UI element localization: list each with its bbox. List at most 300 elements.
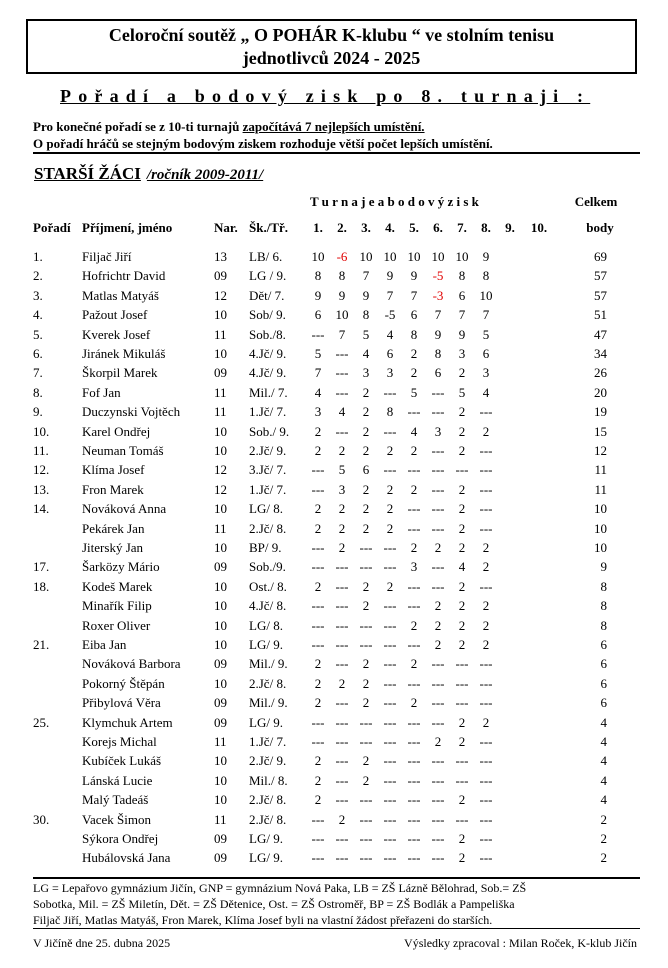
- row-name: Sýkora Ondřej: [82, 831, 159, 846]
- row-score: 2: [458, 831, 466, 846]
- row-score: ---: [431, 481, 445, 497]
- subtitle: Pořadí a bodový zisk po 8. turnaji :: [60, 86, 591, 106]
- row-name: Nováková Barbora: [82, 656, 181, 672]
- row-year: 10: [214, 578, 227, 594]
- divider-bottom: [33, 877, 640, 879]
- row-score: ---: [311, 734, 325, 749]
- row-name: Klíma Josef: [82, 462, 145, 478]
- row-score: ---: [431, 501, 445, 517]
- row-year: 11: [214, 811, 227, 827]
- row-score: 2: [362, 481, 370, 497]
- row-score: ---: [335, 559, 349, 575]
- row-score: ---: [455, 772, 469, 788]
- row-score: 3: [458, 346, 466, 361]
- row-school: Sob/ 9.: [249, 307, 286, 323]
- row-year: 10: [214, 792, 227, 808]
- row-score: -5: [432, 268, 444, 284]
- row-score: 2: [410, 481, 418, 497]
- row-score: 2: [458, 850, 466, 866]
- tournament-number-3: 3.: [361, 220, 371, 235]
- row-score: ---: [431, 384, 445, 400]
- row-year: 11: [214, 520, 227, 536]
- row-score: 8: [434, 346, 442, 361]
- row-score: ---: [455, 753, 469, 769]
- row-score: 2: [458, 404, 466, 420]
- row-score: 7: [434, 307, 442, 323]
- row-school: 1.Jč/ 7.: [249, 734, 287, 749]
- row-year: 10: [214, 423, 227, 439]
- row-score: 2: [314, 520, 322, 536]
- row-score: 2: [362, 578, 370, 594]
- row-total: 6: [600, 675, 607, 691]
- row-score: ---: [383, 734, 397, 749]
- row-score: 6: [410, 307, 418, 323]
- row-name: Fof Jan: [82, 384, 121, 400]
- row-total: 4: [600, 772, 607, 788]
- row-score: 3: [410, 559, 418, 575]
- row-score: ---: [431, 792, 445, 808]
- tournament-number-7: 7.: [457, 220, 467, 235]
- row-score: ---: [431, 772, 445, 788]
- row-score: 2: [314, 578, 322, 594]
- row-score: ---: [431, 462, 445, 478]
- title-box: [26, 19, 637, 74]
- school-header: Šk./Tř.: [249, 220, 289, 235]
- row-score: ---: [431, 675, 445, 691]
- row-score: ---: [407, 811, 421, 827]
- row-name: Minařík Filip: [82, 598, 152, 614]
- tournaments-header: T u r n a j e a b o d o v ý z i s k: [310, 194, 479, 209]
- row-score: ---: [455, 695, 469, 711]
- row-school: 2.Jč/ 8.: [249, 520, 287, 536]
- tournament-number-4: 4.: [385, 220, 395, 235]
- row-score: ---: [383, 772, 397, 788]
- row-total: 2: [600, 850, 607, 866]
- row-score: ---: [479, 481, 493, 497]
- row-score: 2: [314, 753, 322, 769]
- row-score: 10: [455, 249, 469, 264]
- row-year: 09: [214, 695, 227, 711]
- row-name: Lánská Lucie: [82, 772, 153, 788]
- row-score: 3: [386, 365, 394, 381]
- row-total: 2: [600, 811, 607, 827]
- row-total: 19: [594, 404, 607, 420]
- row-score: ---: [407, 792, 421, 808]
- row-score: 5: [458, 384, 466, 400]
- row-school: Ost./ 8.: [249, 578, 287, 594]
- row-year: 09: [214, 714, 227, 730]
- row-score: ---: [431, 443, 445, 458]
- row-score: ---: [407, 831, 421, 846]
- row-score: 10: [407, 249, 421, 264]
- row-rank: 10.: [33, 423, 50, 439]
- row-score: ---: [335, 637, 349, 652]
- row-score: ---: [335, 384, 349, 400]
- row-year: 10: [214, 598, 227, 614]
- row-score: ---: [407, 404, 421, 420]
- row-total: 8: [600, 578, 607, 594]
- row-score: ---: [311, 831, 325, 846]
- row-score: 2: [314, 656, 322, 672]
- row-score: 3: [434, 423, 442, 439]
- row-score: 9: [458, 326, 466, 342]
- row-name: Filjač Jiří: [82, 249, 132, 264]
- row-score: 4: [458, 559, 466, 575]
- row-score: 2: [458, 734, 466, 749]
- row-name: Kodeš Marek: [82, 578, 153, 594]
- row-name: Matlas Matyáš: [82, 287, 159, 303]
- row-score: 2: [458, 443, 466, 458]
- row-year: 09: [214, 656, 227, 672]
- row-score: ---: [383, 675, 397, 691]
- row-score: ---: [335, 695, 349, 711]
- row-score: ---: [479, 792, 493, 808]
- row-name: Fron Marek: [82, 481, 144, 497]
- row-score: 10: [383, 249, 397, 264]
- row-score: 7: [458, 307, 466, 323]
- row-score: ---: [383, 559, 397, 575]
- row-total: 6: [600, 656, 607, 672]
- row-school: LB/ 6.: [249, 249, 283, 264]
- row-name: Duczynski Vojtěch: [82, 404, 181, 420]
- legend-line-3: Filjač Jiří, Matlas Matyáš, Fron Marek, Klíma Josef byli na vlastní žádost přeřazeni do starších.: [33, 913, 493, 927]
- row-school: 2.Jč/ 8.: [249, 792, 287, 808]
- row-score: 2: [458, 423, 466, 439]
- row-score: ---: [431, 695, 445, 711]
- row-score: 5: [362, 326, 370, 342]
- row-year: 12: [214, 462, 227, 478]
- row-name: Nováková Anna: [82, 501, 167, 517]
- row-score: ---: [359, 831, 373, 846]
- row-year: 10: [214, 501, 227, 517]
- row-score: ---: [431, 559, 445, 575]
- row-score: 2: [458, 598, 466, 614]
- row-total: 4: [600, 734, 607, 749]
- row-score: 2: [362, 772, 370, 788]
- row-score: ---: [479, 831, 493, 846]
- row-year: 11: [214, 734, 227, 749]
- row-score: 2: [362, 501, 370, 517]
- row-name: Pažout Josef: [82, 307, 148, 323]
- row-year: 10: [214, 753, 227, 769]
- row-score: ---: [335, 714, 349, 730]
- row-score: ---: [335, 617, 349, 633]
- row-total: 11: [594, 462, 607, 478]
- row-score: 2: [386, 501, 394, 517]
- row-score: ---: [311, 598, 325, 614]
- row-score: 2: [362, 520, 370, 536]
- row-score: ---: [335, 831, 349, 846]
- row-score: ---: [383, 462, 397, 478]
- row-score: 2: [362, 675, 370, 691]
- row-total: 26: [594, 365, 607, 381]
- row-score: ---: [383, 384, 397, 400]
- row-score: 8: [458, 268, 466, 284]
- row-total: 10: [594, 540, 607, 555]
- row-year: 09: [214, 268, 227, 284]
- row-score: 9: [386, 268, 394, 284]
- row-school: LG/ 8.: [249, 501, 283, 517]
- row-score: 4: [362, 346, 370, 361]
- row-score: ---: [335, 656, 349, 672]
- row-score: ---: [383, 540, 397, 555]
- rule1-emphasis: započítává 7 nejlepších umístění.: [242, 119, 425, 134]
- tournament-number-10: 10.: [530, 220, 548, 235]
- row-rank: 17.: [33, 559, 50, 575]
- row-score: 8: [410, 326, 418, 342]
- row-score: 8: [482, 268, 490, 284]
- row-score: ---: [335, 850, 349, 866]
- row-score: ---: [407, 772, 421, 788]
- row-rank: 21.: [33, 637, 50, 652]
- rules-text: [33, 118, 493, 152]
- row-year: 10: [214, 346, 227, 361]
- row-score: 3: [362, 365, 370, 381]
- footer-author: Výsledky zpracoval : Milan Roček, K-klub Jičín: [404, 936, 637, 950]
- row-score: ---: [431, 850, 445, 866]
- row-score: 2: [482, 637, 490, 652]
- row-name: Hofrichtr David: [82, 268, 166, 284]
- row-score: ---: [479, 520, 493, 536]
- row-name: Škorpil Marek: [82, 365, 158, 381]
- row-score: 5: [338, 462, 346, 478]
- row-score: ---: [359, 734, 373, 749]
- row-score: 3: [338, 481, 346, 497]
- row-total: 12: [594, 443, 607, 458]
- row-score: ---: [407, 734, 421, 749]
- row-score: 6: [314, 307, 322, 323]
- row-score: ---: [311, 637, 325, 652]
- row-score: ---: [407, 637, 421, 652]
- row-rank: 9.: [33, 404, 43, 420]
- row-total: 9: [600, 559, 607, 575]
- row-school: Sob./ 9.: [249, 423, 290, 439]
- category-heading: [34, 164, 263, 184]
- row-rank: 14.: [33, 501, 50, 517]
- row-score: 7: [410, 287, 418, 303]
- row-score: 2: [362, 656, 370, 672]
- row-score: 4: [386, 326, 394, 342]
- row-score: ---: [479, 656, 493, 672]
- row-score: ---: [383, 598, 397, 614]
- row-total: 57: [594, 268, 607, 284]
- row-school: LG/ 9.: [249, 637, 283, 652]
- row-score: 2: [338, 811, 346, 827]
- row-score: 4: [314, 384, 322, 400]
- row-year: 11: [214, 384, 227, 400]
- row-school: 2.Jč/ 9.: [249, 753, 287, 769]
- row-score: ---: [311, 462, 325, 478]
- row-score: 2: [410, 540, 418, 555]
- row-year: 10: [214, 772, 227, 788]
- row-total: 8: [600, 598, 607, 614]
- row-score: 2: [338, 520, 346, 536]
- title-line-2: jednotlivců 2024 - 2025: [242, 48, 421, 68]
- row-score: 2: [314, 695, 322, 711]
- rank-header: Pořadí: [33, 220, 71, 235]
- row-year: 09: [214, 850, 227, 866]
- row-score: 2: [458, 540, 466, 555]
- row-score: ---: [479, 734, 493, 749]
- row-score: 6: [458, 287, 466, 303]
- row-score: 2: [410, 695, 418, 711]
- row-score: 2: [458, 637, 466, 652]
- row-score: 8: [362, 307, 370, 323]
- category-name: STARŠÍ ŽÁCI: [34, 164, 141, 183]
- title-line-1: Celoroční soutěž „ O POHÁR K-klubu “ ve stolním tenisu: [108, 25, 555, 45]
- row-school: Sob./9.: [249, 559, 286, 575]
- row-score: 2: [362, 598, 370, 614]
- row-rank: 4.: [33, 307, 43, 323]
- row-name: Korejs Michal: [82, 734, 157, 749]
- row-year: 10: [214, 540, 227, 555]
- row-score: ---: [479, 404, 493, 420]
- row-score: ---: [383, 637, 397, 652]
- row-score: 2: [410, 443, 418, 458]
- row-score: 2: [338, 675, 346, 691]
- row-score: 8: [338, 268, 346, 284]
- row-score: 10: [431, 249, 445, 264]
- row-score: ---: [407, 520, 421, 536]
- row-year: 12: [214, 287, 227, 303]
- row-score: 2: [314, 501, 322, 517]
- row-score: ---: [359, 540, 373, 555]
- row-score: ---: [455, 656, 469, 672]
- row-score: ---: [407, 462, 421, 478]
- row-score: ---: [431, 811, 445, 827]
- row-score: 2: [458, 617, 466, 633]
- row-rank: 6.: [33, 346, 43, 361]
- row-score: 2: [482, 598, 490, 614]
- row-score: ---: [311, 481, 325, 497]
- row-score: 2: [314, 675, 322, 691]
- row-score: ---: [335, 734, 349, 749]
- row-score: 2: [314, 443, 322, 458]
- row-total: 11: [594, 481, 607, 497]
- row-score: ---: [335, 772, 349, 788]
- row-score: 9: [482, 249, 490, 264]
- row-score: 10: [311, 249, 325, 264]
- row-score: 7: [338, 326, 346, 342]
- row-score: ---: [311, 326, 325, 342]
- row-rank: 30.: [33, 811, 50, 827]
- row-score: ---: [335, 365, 349, 381]
- row-year: 11: [214, 404, 227, 420]
- row-score: ---: [359, 850, 373, 866]
- row-score: 2: [482, 617, 490, 633]
- row-school: Mil./ 9.: [249, 695, 288, 711]
- row-score: ---: [311, 617, 325, 633]
- row-name: Přibylová Věra: [82, 695, 161, 711]
- row-year: 10: [214, 675, 227, 691]
- row-score: 4: [410, 423, 418, 439]
- row-total: 34: [594, 346, 607, 361]
- row-score: 4: [482, 384, 490, 400]
- row-total: 15: [594, 423, 607, 439]
- row-name: Pokorný Štěpán: [82, 675, 165, 691]
- row-score: 2: [338, 540, 346, 555]
- row-score: ---: [407, 850, 421, 866]
- row-name: Karel Ondřej: [82, 423, 151, 439]
- row-school: 3.Jč/ 7.: [249, 462, 287, 478]
- row-score: ---: [479, 443, 493, 458]
- row-rank: 25.: [33, 714, 50, 730]
- tournament-number-8: 8.: [481, 220, 491, 235]
- row-name: Klymchuk Artem: [82, 714, 173, 730]
- row-name: Vacek Šimon: [82, 811, 151, 827]
- row-year: 10: [214, 617, 227, 633]
- row-school: 2.Jč/ 9.: [249, 443, 287, 458]
- row-score: ---: [359, 811, 373, 827]
- row-rank: 11.: [33, 443, 49, 458]
- row-score: ---: [407, 501, 421, 517]
- row-total: 69: [594, 249, 607, 264]
- row-score: 7: [482, 307, 490, 323]
- row-score: -5: [384, 307, 396, 323]
- row-score: 2: [458, 481, 466, 497]
- divider-footer: [33, 928, 640, 929]
- row-score: ---: [383, 695, 397, 711]
- row-score: ---: [335, 423, 349, 439]
- row-score: ---: [383, 753, 397, 769]
- row-score: 2: [458, 714, 466, 730]
- row-score: 2: [410, 656, 418, 672]
- row-total: 6: [600, 637, 607, 652]
- row-score: 8: [386, 404, 394, 420]
- row-score: ---: [479, 462, 493, 478]
- row-score: ---: [311, 714, 325, 730]
- row-score: ---: [383, 656, 397, 672]
- row-rank: 3.: [33, 287, 43, 303]
- row-score: 2: [362, 423, 370, 439]
- row-total: 4: [600, 792, 607, 808]
- category-years: /ročník 2009-2011/: [146, 167, 264, 183]
- row-school: Sob./8.: [249, 326, 286, 342]
- row-score: ---: [431, 714, 445, 730]
- row-score: 2: [386, 443, 394, 458]
- row-score: ---: [383, 617, 397, 633]
- row-score: ---: [359, 617, 373, 633]
- row-score: 6: [386, 346, 394, 361]
- row-score: 7: [386, 287, 394, 303]
- row-total: 4: [600, 714, 607, 730]
- row-total: 51: [594, 307, 607, 323]
- row-score: 2: [458, 792, 466, 808]
- row-rank: 12.: [33, 462, 50, 478]
- row-score: 2: [410, 346, 418, 361]
- row-score: 3: [482, 365, 490, 381]
- row-score: 8: [314, 268, 322, 284]
- row-score: 2: [434, 637, 442, 652]
- row-score: 7: [362, 268, 370, 284]
- row-score: ---: [479, 501, 493, 517]
- row-score: 10: [359, 249, 373, 264]
- row-score: ---: [455, 675, 469, 691]
- row-score: ---: [431, 578, 445, 594]
- row-score: 2: [410, 365, 418, 381]
- row-rank: 7.: [33, 365, 43, 381]
- row-score: ---: [407, 598, 421, 614]
- row-score: ---: [407, 578, 421, 594]
- row-school: LG/ 8.: [249, 617, 283, 633]
- row-score: -3: [432, 287, 444, 303]
- row-name: Roxer Oliver: [82, 617, 151, 633]
- row-rank: 18.: [33, 578, 50, 594]
- row-score: ---: [383, 831, 397, 846]
- row-score: ---: [383, 714, 397, 730]
- row-score: -6: [336, 249, 348, 264]
- row-score: ---: [431, 656, 445, 672]
